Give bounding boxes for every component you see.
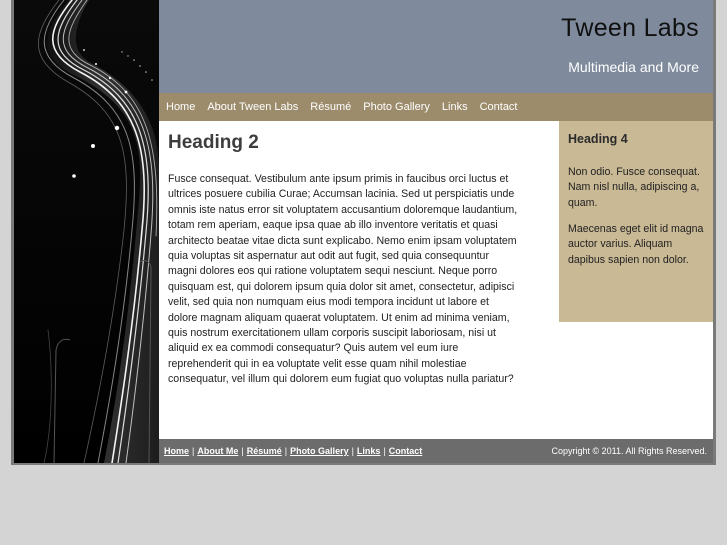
footer-separator: |	[192, 446, 195, 456]
footer-link-links[interactable]: Links	[356, 446, 381, 456]
footer-link-about-me[interactable]: About Me	[197, 446, 239, 456]
footer-separator: |	[284, 446, 288, 456]
sidebar-heading: Heading 4	[568, 132, 628, 146]
main-nav	[159, 93, 713, 121]
footer-separator: |	[383, 446, 386, 456]
main-content	[159, 121, 559, 439]
copyright-text: Copyright © 2011. All Rights Reserved.	[551, 446, 707, 456]
nav-contact[interactable]: Contact	[479, 101, 518, 113]
nav-about-tween-labs[interactable]: About Tween Labs	[207, 101, 299, 113]
footer-link-contact[interactable]: Contact	[388, 446, 423, 456]
main-heading: Heading 2	[168, 132, 259, 153]
site-footer	[159, 439, 713, 463]
sidebar	[559, 121, 713, 439]
footer-separator: |	[351, 446, 354, 456]
footer-link-home[interactable]: Home	[164, 446, 190, 456]
footer-links	[164, 446, 422, 456]
sidebar-box	[559, 121, 713, 322]
main-body-text: Fusce consequat. Vestibulum ante ipsum primis in faucibus orci luctus et ultrices posuere cubilia Curae; Accumsan lacinia. Sed ut perspiciatis unde omnis iste natus error sit voluptatem accusantium doloremque laudantium, totam rem aperiam, eaque ipsa quae ab illo inventore veritatis et quasi architecto beatae vitae dicta sunt explicabo. Nemo enim ipsam voluptatem quia voluptas sit aspernatur aut odit aut fugit, sed quia consequuntur magni dolores eos qui ratione voluptatem sequi nesciunt. Neque porro quisquam est, qui dolorem ipsum quia dolor sit amet, consectetur, adipisci velit, sed quia non numquam eius modi tempora incidunt ut labore et dolore magnam aliquam quaerat voluptatem. Ut enim ad minima veniam, quis nostrum exercitationem ullam corporis suscipit laboriosam, nisi ut aliquid ex ea commodi consequatur? Quis autem vel eum iure reprehenderit qui in ea voluptate velit esse quam nihil molestiae consequatur, vel illum qui dolorem eum fugiat quo voluptas nulla pariatur?	[168, 173, 518, 386]
nav-links[interactable]: Links	[441, 101, 468, 113]
site-header	[159, 0, 713, 94]
sidebar-paragraph-2: Maecenas eget elit id magna auctor varius. Aliquam dapibus sapien non dolor.	[568, 223, 704, 266]
footer-link-resume[interactable]: Résumé	[246, 446, 282, 456]
nav-photo-gallery[interactable]: Photo Gallery	[363, 101, 430, 113]
highway-light-trails-photo	[14, 0, 159, 463]
sidebar-paragraph-1: Non odio. Fusce consequat. Nam nisl nulla, adipiscing a, quam.	[568, 166, 700, 209]
nav-home[interactable]: Home	[166, 101, 196, 113]
site-title: Tween Labs	[561, 14, 699, 42]
nav-resume[interactable]: Résumé	[310, 101, 352, 113]
footer-link-photo-gallery[interactable]: Photo Gallery	[290, 446, 349, 456]
footer-separator: |	[241, 446, 244, 456]
site-subtitle: Multimedia and More	[568, 59, 699, 75]
